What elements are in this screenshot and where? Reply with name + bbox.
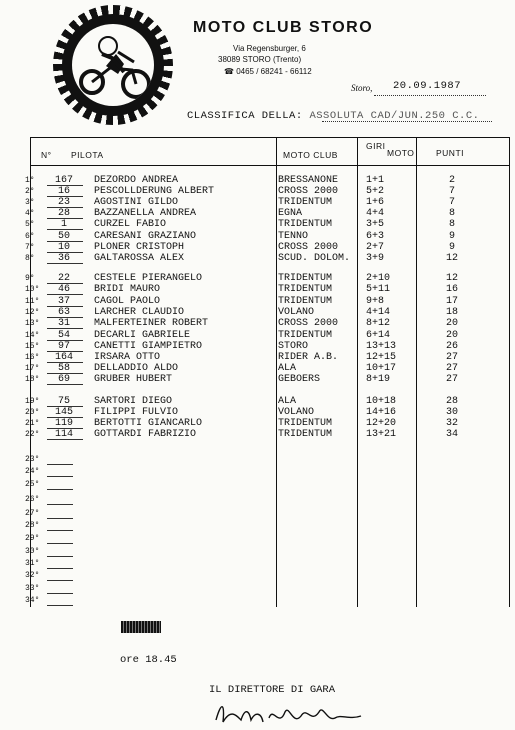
laps-result: 5+11 <box>366 284 391 295</box>
rider-number: 145 <box>54 407 73 418</box>
points: 18 <box>445 307 458 318</box>
rider-name: CURZEL FABIO <box>94 219 167 230</box>
laps-result: 2+10 <box>366 273 391 284</box>
table-row <box>25 307 511 318</box>
position-label: 3° <box>25 198 35 207</box>
classifica-value: ASSOLUTA CAD/JUN.250 C.C. <box>309 110 480 122</box>
moto-club: TRIDENTUM <box>278 429 333 440</box>
position-label: 18° <box>25 375 40 384</box>
blank-row <box>25 595 511 606</box>
number-underline <box>47 229 83 230</box>
position-label: 33° <box>25 584 40 593</box>
moto-club: TRIDENTUM <box>278 296 333 307</box>
rider-number: 46 <box>57 284 70 295</box>
rider-number: 36 <box>57 253 70 264</box>
rider-name: CESTELE PIERANGELO <box>94 273 203 284</box>
rider-number: 119 <box>54 418 73 429</box>
position-label: 29° <box>25 534 40 543</box>
rider-name: IRSARA OTTO <box>94 352 161 363</box>
blank-row <box>25 520 511 531</box>
header-punti: PUNTI <box>436 148 464 158</box>
points: 9 <box>448 242 455 253</box>
rider-name: DEZORDO ANDREA <box>94 175 179 186</box>
points: 12 <box>445 253 458 264</box>
place-label: Storo, <box>351 83 373 93</box>
number-underline <box>47 489 73 490</box>
blank-row <box>25 479 511 490</box>
points: 34 <box>445 429 458 440</box>
number-underline <box>47 530 73 531</box>
points: 20 <box>445 318 458 329</box>
rider-name: CANETTI GIAMPIETRO <box>94 341 203 352</box>
points: 28 <box>445 396 458 407</box>
blank-row <box>25 454 511 465</box>
table-row <box>25 175 511 186</box>
points: 26 <box>445 341 458 352</box>
position-label: 30° <box>25 547 40 556</box>
moto-club: EGNA <box>278 208 303 219</box>
moto-club: VOLANO <box>278 307 315 318</box>
table-row <box>25 273 511 284</box>
number-underline <box>47 593 73 594</box>
position-label: 31° <box>25 559 40 568</box>
table-row <box>25 296 511 307</box>
director-signature <box>211 698 371 730</box>
rider-number: 22 <box>57 273 70 284</box>
header-giri: GIRI <box>366 141 386 151</box>
points: 32 <box>445 418 458 429</box>
rider-number: 63 <box>57 307 70 318</box>
position-label: 7° <box>25 243 35 252</box>
position-label: 2° <box>25 187 35 196</box>
rider-number: 37 <box>57 296 70 307</box>
blank-row <box>25 494 511 505</box>
rider-number: 97 <box>57 341 70 352</box>
rider-name: GRUBER HUBERT <box>94 374 173 385</box>
position-label: 32° <box>25 571 40 580</box>
finish-time: ore 18.45 <box>120 654 177 666</box>
rider-name: PESCOLLDERUNG ALBERT <box>94 186 215 197</box>
laps-result: 9+8 <box>366 296 385 307</box>
position-label: 4° <box>25 209 35 218</box>
number-underline <box>47 476 73 477</box>
race-director-label: IL DIRETTORE DI GARA <box>209 684 336 696</box>
laps-result: 8+19 <box>366 374 391 385</box>
laps-result: 1+6 <box>366 197 385 208</box>
laps-result: 2+7 <box>366 242 385 253</box>
laps-result: 8+12 <box>366 318 391 329</box>
rider-name: CAGOL PAOLO <box>94 296 161 307</box>
moto-club: CROSS 2000 <box>278 318 339 329</box>
laps-result: 14+16 <box>366 407 397 418</box>
classifica-label: CLASSIFICA DELLA: <box>187 110 303 122</box>
rider-name: CARESANI GRAZIANO <box>94 231 197 242</box>
number-underline <box>47 294 83 295</box>
blank-row <box>25 466 511 477</box>
number-underline <box>47 328 83 329</box>
laps-result: 4+14 <box>366 307 391 318</box>
points: 12 <box>445 273 458 284</box>
blacked-out-stamp <box>121 621 161 633</box>
moto-club: RIDER A.B. <box>278 352 339 363</box>
date-dotted-line <box>374 95 486 96</box>
moto-club: TRIDENTUM <box>278 284 333 295</box>
number-underline <box>47 580 73 581</box>
moto-club: TRIDENTUM <box>278 197 333 208</box>
moto-club: TRIDENTUM <box>278 219 333 230</box>
table-row <box>25 186 511 197</box>
rider-name: GALTAROSSA ALEX <box>94 253 185 264</box>
table-row <box>25 208 511 219</box>
header-pilota: PILOTA <box>71 150 104 160</box>
header-moto-club: MOTO CLUB <box>283 150 338 160</box>
rider-number: 1 <box>60 219 67 230</box>
table-row <box>25 407 511 418</box>
blank-row <box>25 546 511 557</box>
laps-result: 10+18 <box>366 396 397 407</box>
moto-club: CROSS 2000 <box>278 186 339 197</box>
table-row <box>25 318 511 329</box>
rider-name: DECARLI GABRIELE <box>94 330 191 341</box>
phone-number: ☎ 0465 / 68241 - 66112 <box>224 67 312 76</box>
rider-name: FILIPPI FULVIO <box>94 407 179 418</box>
rider-number: 23 <box>57 197 70 208</box>
blank-row <box>25 508 511 519</box>
table-row <box>25 418 511 429</box>
table-row <box>25 374 511 385</box>
table-row <box>25 330 511 341</box>
laps-result: 6+14 <box>366 330 391 341</box>
position-label: 34° <box>25 596 40 605</box>
rider-number: 28 <box>57 208 70 219</box>
laps-result: 12+20 <box>366 418 397 429</box>
position-label: 8° <box>25 254 35 263</box>
results-table <box>25 137 510 696</box>
moto-club: GEBOERS <box>278 374 321 385</box>
points: 2 <box>448 175 455 186</box>
table-row <box>25 396 511 407</box>
points: 27 <box>445 363 458 374</box>
number-underline <box>47 384 83 385</box>
number-underline <box>47 439 83 440</box>
rider-number: 16 <box>57 186 70 197</box>
points: 7 <box>448 186 455 197</box>
number-underline <box>47 556 73 557</box>
classifica-dotted-line <box>322 121 492 122</box>
points: 9 <box>448 231 455 242</box>
moto-club: TRIDENTUM <box>278 418 333 429</box>
points: 27 <box>445 352 458 363</box>
rider-name: LARCHER CLAUDIO <box>94 307 185 318</box>
points: 30 <box>445 407 458 418</box>
table-row <box>25 253 511 264</box>
rider-name: GOTTARDI FABRIZIO <box>94 429 197 440</box>
table-row <box>25 284 511 295</box>
rider-name: AGOSTINI GILDO <box>94 197 179 208</box>
laps-result: 1+1 <box>366 175 385 186</box>
number-underline <box>47 518 73 519</box>
moto-club: ALA <box>278 363 297 374</box>
number-underline <box>47 543 73 544</box>
number-underline <box>47 464 73 465</box>
points: 20 <box>445 330 458 341</box>
rider-name: BERTOTTI GIANCARLO <box>94 418 203 429</box>
moto-club: STORO <box>278 341 309 352</box>
laps-result: 13+13 <box>366 341 397 352</box>
table-row <box>25 231 511 242</box>
position-label: 23° <box>25 455 40 464</box>
moto-club: SCUD. DOLOM. <box>278 253 351 264</box>
laps-result: 4+4 <box>366 208 385 219</box>
points: 7 <box>448 197 455 208</box>
rider-number: 69 <box>57 374 70 385</box>
position-label: 22° <box>25 430 40 439</box>
header-num: N° <box>41 150 52 160</box>
header-moto: MOTO <box>387 148 415 158</box>
table-row <box>25 429 511 440</box>
position-label: 17° <box>25 364 40 373</box>
rider-name: DELLADDIO ALDO <box>94 363 179 374</box>
number-underline <box>47 605 73 606</box>
rider-number: 58 <box>57 363 70 374</box>
table-row <box>25 242 511 253</box>
blank-row <box>25 583 511 594</box>
position-label: 11° <box>25 297 40 306</box>
points: 8 <box>448 219 455 230</box>
rider-number: 75 <box>57 396 70 407</box>
rider-number: 31 <box>57 318 70 329</box>
points: 17 <box>445 296 458 307</box>
laps-result: 13+21 <box>366 429 397 440</box>
blank-row <box>25 558 511 569</box>
moto-club: VOLANO <box>278 407 315 418</box>
position-label: 15° <box>25 342 40 351</box>
position-label: 6° <box>25 232 35 241</box>
position-label: 20° <box>25 408 40 417</box>
moto-club: CROSS 2000 <box>278 242 339 253</box>
moto-club: TENNO <box>278 231 309 242</box>
moto-club: TRIDENTUM <box>278 273 333 284</box>
position-label: 10° <box>25 285 40 294</box>
points: 27 <box>445 374 458 385</box>
position-label: 21° <box>25 419 40 428</box>
number-underline <box>47 504 73 505</box>
position-label: 24° <box>25 467 40 476</box>
rider-number: 164 <box>54 352 73 363</box>
table-row <box>25 363 511 374</box>
moto-club: BRESSANONE <box>278 175 339 186</box>
rider-name: SARTORI DIEGO <box>94 396 173 407</box>
table-row <box>25 352 511 363</box>
rider-number: 167 <box>54 175 73 186</box>
rider-name: BRIDI MAURO <box>94 284 161 295</box>
laps-result: 10+17 <box>366 363 397 374</box>
number-underline <box>47 568 73 569</box>
rider-number: 54 <box>57 330 70 341</box>
blank-row <box>25 570 511 581</box>
moto-club: ALA <box>278 396 297 407</box>
position-label: 25° <box>25 480 40 489</box>
blank-row <box>25 533 511 544</box>
club-name: MOTO CLUB STORO <box>193 19 374 36</box>
header-divider <box>31 165 509 166</box>
laps-result: 6+3 <box>366 231 385 242</box>
rider-name: PLONER CRISTOPH <box>94 242 185 253</box>
laps-result: 5+2 <box>366 186 385 197</box>
laps-result: 12+15 <box>366 352 397 363</box>
club-logo <box>53 5 173 125</box>
number-underline <box>47 263 83 264</box>
table-row <box>25 341 511 352</box>
points: 16 <box>445 284 458 295</box>
position-label: 5° <box>25 220 35 229</box>
laps-result: 3+5 <box>366 219 385 230</box>
position-label: 12° <box>25 308 40 317</box>
position-label: 1° <box>25 176 35 185</box>
position-label: 14° <box>25 331 40 340</box>
position-label: 16° <box>25 353 40 362</box>
position-label: 19° <box>25 397 40 406</box>
points: 8 <box>448 208 455 219</box>
table-row <box>25 219 511 230</box>
position-label: 26° <box>25 495 40 504</box>
position-label: 13° <box>25 319 40 328</box>
moto-club: TRIDENTUM <box>278 330 333 341</box>
address-street: Via Regensburger, 6 <box>233 44 306 53</box>
rider-number: 114 <box>54 429 73 440</box>
rider-number: 10 <box>57 242 70 253</box>
laps-result: 3+9 <box>366 253 385 264</box>
event-date: 20.09.1987 <box>393 80 462 92</box>
position-label: 28° <box>25 521 40 530</box>
rider-number: 50 <box>57 231 70 242</box>
table-row <box>25 197 511 208</box>
position-label: 9° <box>25 274 35 283</box>
position-label: 27° <box>25 509 40 518</box>
address-city: 38089 STORO (Trento) <box>218 55 302 64</box>
rider-name: MALFERTEINER ROBERT <box>94 318 209 329</box>
rider-name: BAZZANELLA ANDREA <box>94 208 197 219</box>
